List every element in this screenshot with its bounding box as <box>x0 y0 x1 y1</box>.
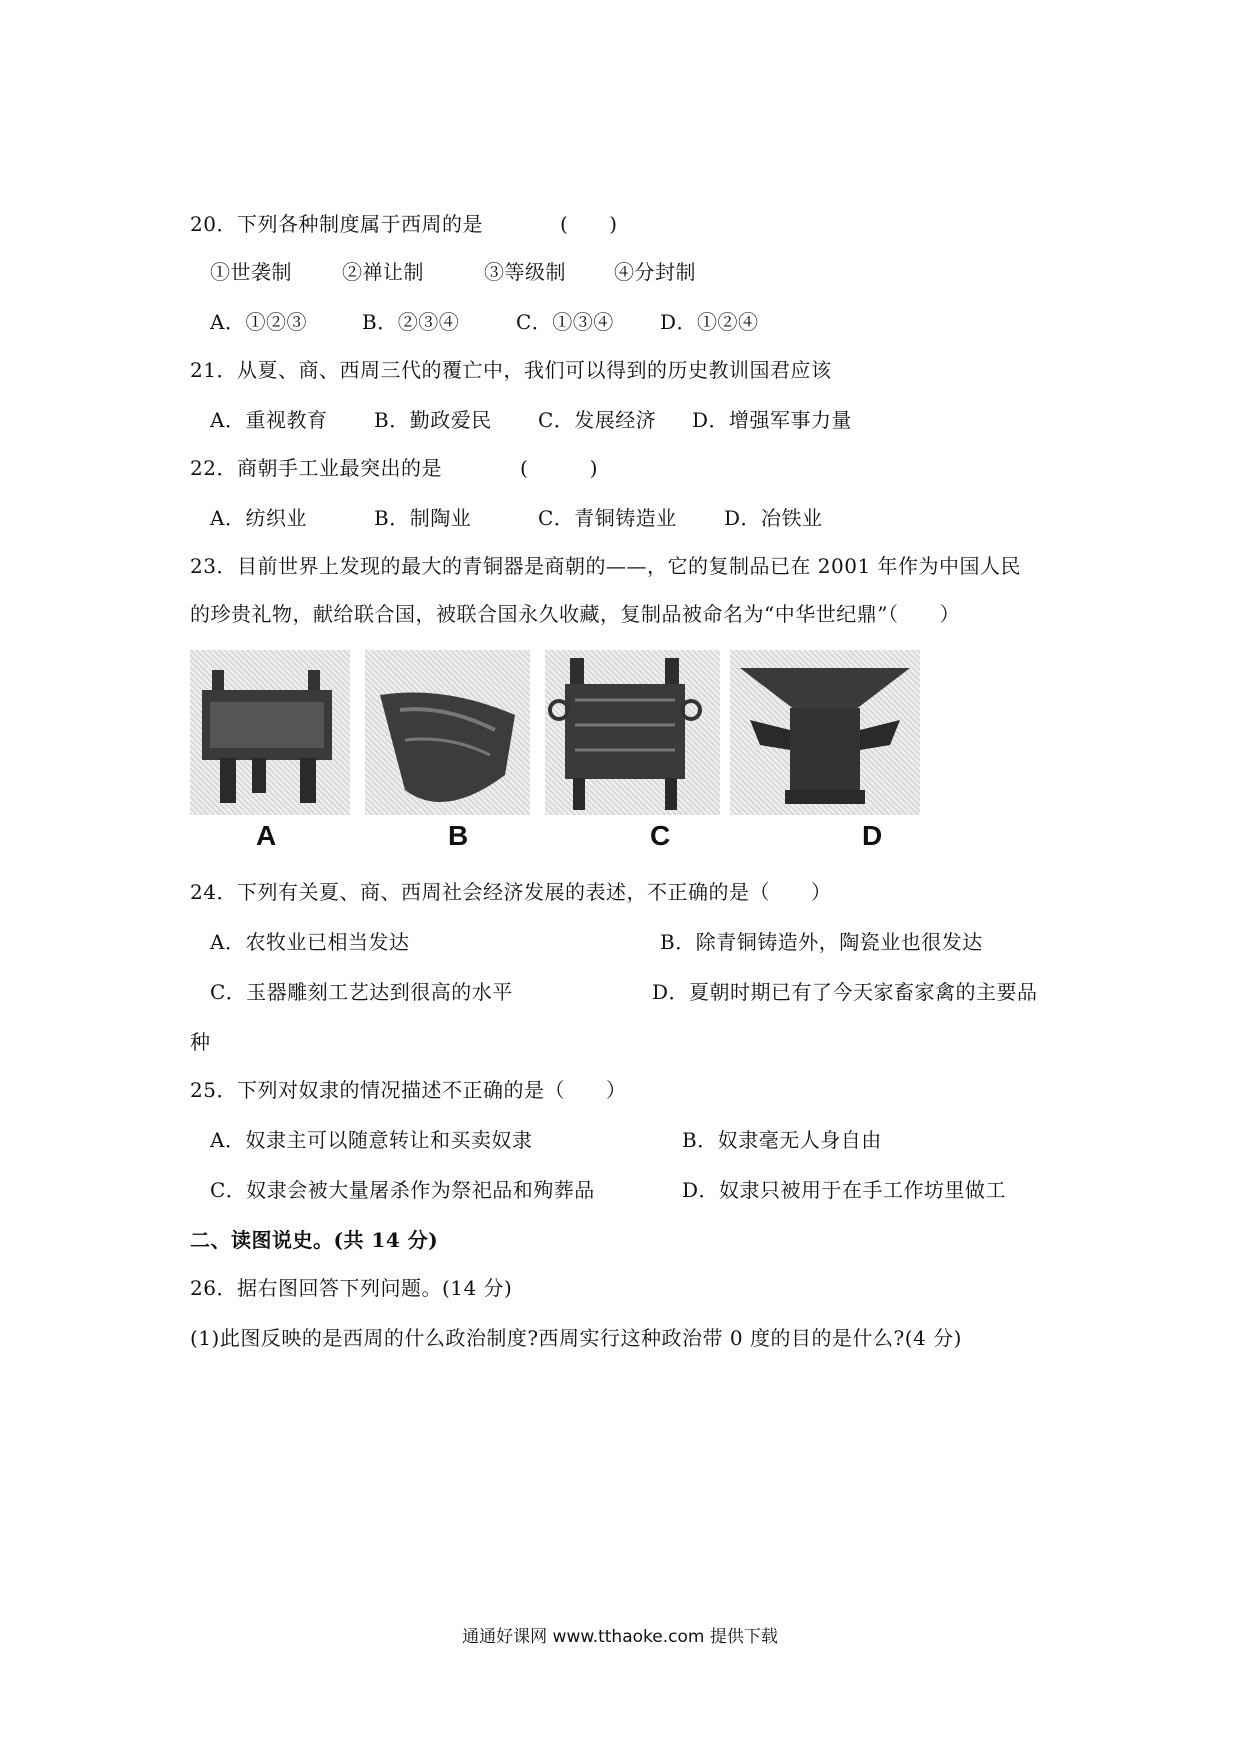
vessel-image-b <box>365 650 530 815</box>
q22-option-a: A．纺织业 <box>210 506 307 530</box>
figure-label-d: D <box>862 820 883 851</box>
square-bronze-vessel-icon <box>545 650 720 815</box>
vessel-image-c <box>545 650 720 815</box>
q24-option-d-wrap: 种 <box>190 1030 211 1054</box>
q26-subquestion-1: (1)此图反映的是西周的什么政治制度?西周实行这种政治带 0 度的目的是什么?(4 分) <box>190 1326 962 1350</box>
q22-answer-paren: ( ) <box>520 456 599 480</box>
q21-option-d: D．增强军事力量 <box>692 408 853 432</box>
q24-option-b: B．除青铜铸造外，陶瓷业也很发达 <box>660 930 983 954</box>
ding-vessel-icon <box>190 650 350 815</box>
q25-stem: 25．下列对奴隶的情况描述不正确的是（ ） <box>190 1078 627 1102</box>
q20-option-d: D．①②④ <box>660 310 759 334</box>
q20-option-a: A．①②③ <box>210 310 307 334</box>
q20-stem: 20．下列各种制度属于西周的是 <box>190 212 483 236</box>
q21-option-c: C．发展经济 <box>538 408 657 432</box>
q25-option-d: D．奴隶只被用于在手工作坊里做工 <box>682 1178 1007 1202</box>
q25-option-b: B．奴隶毫无人身自由 <box>682 1128 882 1152</box>
q20-answer-paren: ( ) <box>560 212 618 236</box>
zun-vessel-icon <box>730 650 920 815</box>
q26-stem: 26．据右图回答下列问题。(14 分) <box>190 1276 513 1300</box>
q20-option-b: B．②③④ <box>362 310 460 334</box>
q20-item-2: ②禅让制 <box>342 260 424 284</box>
vessel-image-d <box>730 650 920 815</box>
q22-option-d: D．冶铁业 <box>724 506 823 530</box>
q24-stem: 24．下列有关夏、商、西周社会经济发展的表述，不正确的是（ ） <box>190 880 832 904</box>
pottery-shard-icon <box>365 650 530 815</box>
q20-item-3: ③等级制 <box>484 260 566 284</box>
q25-option-c: C．奴隶会被大量屠杀作为祭祀品和殉葬品 <box>210 1178 595 1202</box>
q24-option-d: D．夏朝时期已有了今天家畜家禽的主要品 <box>652 980 1038 1004</box>
q21-option-b: B．勤政爱民 <box>374 408 492 432</box>
page-footer: 通通好课网 www.tthaoke.com 提供下载 <box>462 1627 778 1647</box>
q21-option-a: A．重视教育 <box>210 408 328 432</box>
section-2-title: 二、读图说史。(共 14 分) <box>190 1228 439 1252</box>
figure-label-c: C <box>650 820 671 851</box>
q23-stem-line2: 的珍贵礼物，献给联合国，被联合国永久收藏，复制品被命名为“中华世纪鼎”（ ） <box>190 602 960 626</box>
vessel-image-a <box>190 650 350 815</box>
bronze-vessels-figure <box>190 650 980 850</box>
q22-option-b: B．制陶业 <box>374 506 472 530</box>
q25-option-a: A．奴隶主可以随意转让和买卖奴隶 <box>210 1128 533 1152</box>
q20-option-c: C．①③④ <box>516 310 614 334</box>
q24-option-a: A．农牧业已相当发达 <box>210 930 410 954</box>
q24-option-c: C．玉器雕刻工艺达到很高的水平 <box>210 980 513 1004</box>
figure-label-b: B <box>448 820 469 851</box>
figure-label-a: A <box>256 820 277 851</box>
q20-item-4: ④分封制 <box>614 260 696 284</box>
q22-stem: 22．商朝手工业最突出的是 <box>190 456 442 480</box>
q21-stem: 21．从夏、商、西周三代的覆亡中，我们可以得到的历史教训国君应该 <box>190 358 832 382</box>
q20-item-1: ①世袭制 <box>210 260 292 284</box>
q23-stem-line1: 23．目前世界上发现的最大的青铜器是商朝的——，它的复制品已在 2001 年作为中国人民 <box>190 554 1022 578</box>
q22-option-c: C．青铜铸造业 <box>538 506 677 530</box>
